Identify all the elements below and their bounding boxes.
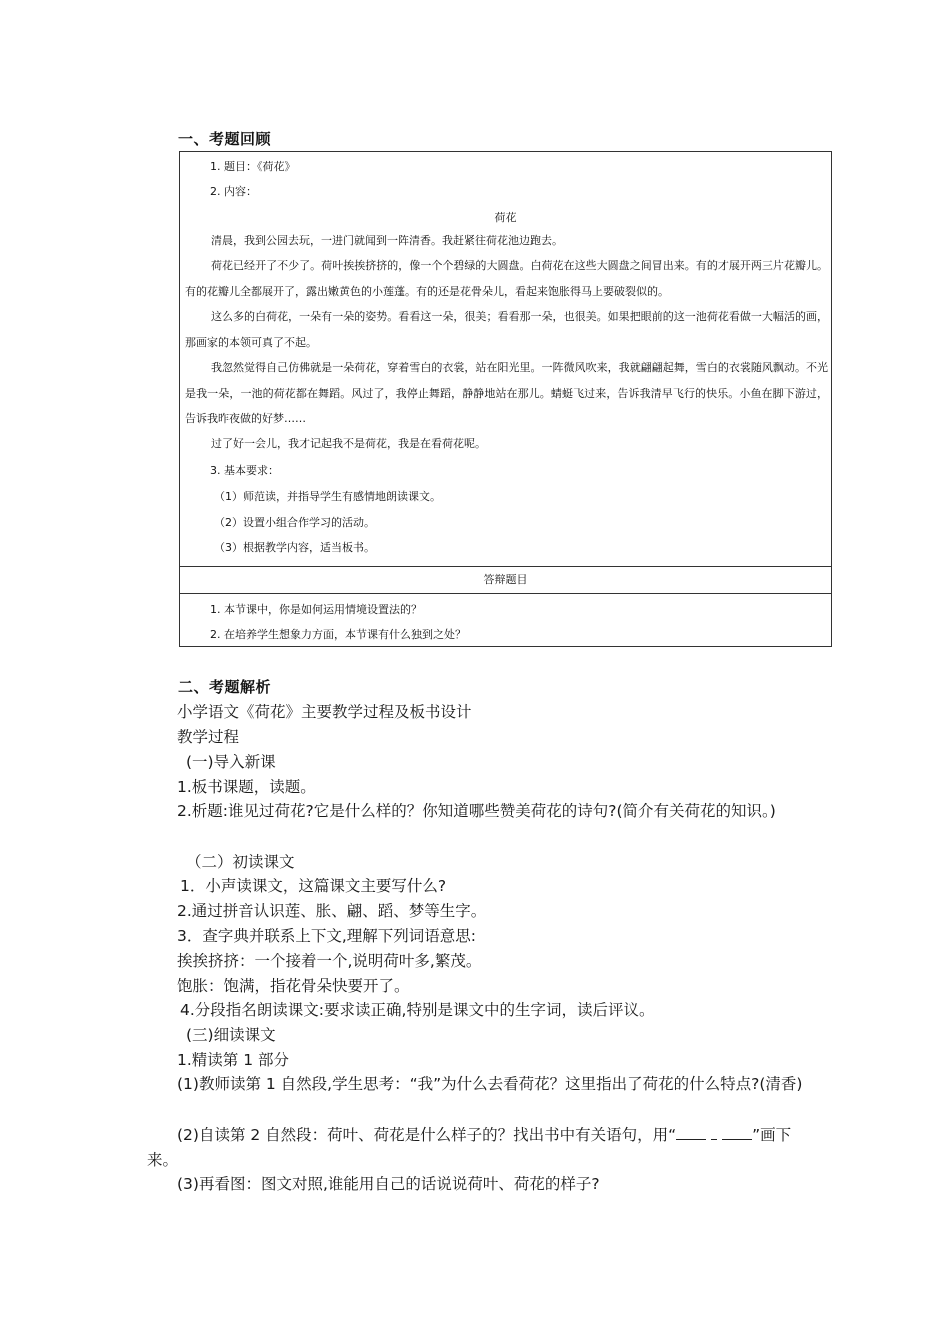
requirements-label: 3. 基本要求： [210, 464, 279, 477]
step-item: 3．查字典并联系上下文,理解下列词语意思: [177, 927, 477, 945]
passage-paragraph-3: 这么多的白荷花，一朵有一朵的姿势。看看这一朵，很美；看看那一朵，也很美。如果把眼前的这一池荷花看做一大幅活的画，那画家的本领可真了不起。 [185, 310, 828, 349]
step-item: 1．小声读课文，这篇课文主要写什么? [180, 877, 447, 895]
requirement-1: （1）师范读，并指导学生有感情地朗读课文。 [214, 490, 441, 503]
passage-paragraph-4: 我忽然觉得自己仿佛就是一朵荷花，穿着雪白的衣裳，站在阳光里。一阵微风吹来，我就翩翩起舞，雪白的衣裳随风飘动。不光是我一朵，一池的荷花都在舞蹈。风过了，我停止舞蹈，静静地站在那儿。蜻蜓飞过来，告诉我清早飞行的快乐。小鱼在脚下游过，告诉我昨夜做的好梦…… [185, 361, 828, 425]
step-item: 2.析题:谁见过荷花?它是什么样的？你知道哪些赞美荷花的诗句?(简介有关荷花的知识。) [177, 802, 776, 820]
vocabulary-item: 饱胀：饱满，指花骨朵快要开了。 [177, 977, 410, 995]
table-divider [180, 593, 831, 594]
step-heading-3: (三)细读课文 [186, 1026, 276, 1044]
section-heading-review: 一、考题回顾 [178, 130, 272, 148]
step-item: 1.板书课题，读题。 [177, 778, 316, 796]
underline-blank [676, 1127, 706, 1140]
step-item: (3)再看图：图文对照,谁能用自己的话说说荷叶、荷花的样子? [177, 1175, 600, 1193]
step-item: 1.精读第 1 部分 [177, 1051, 290, 1069]
content-label: 2. 内容： [210, 185, 257, 198]
step-item-text: ”画下来。 [147, 1126, 792, 1169]
requirement-3: （3）根据教学内容，适当板书。 [214, 541, 375, 554]
underline-blank [711, 1127, 717, 1140]
passage-title: 荷花 [494, 211, 517, 224]
exam-content-area [180, 152, 831, 566]
vocabulary-item: 挨挨挤挤：一个接着一个,说明荷叶多,繁茂。 [177, 952, 482, 970]
step-heading-2: （二）初读课文 [186, 853, 295, 871]
step-heading-1: (一)导入新课 [186, 753, 276, 771]
step-item [147, 1123, 812, 1173]
passage-paragraph-5: 过了好一会儿，我才记起我不是荷花，我是在看荷花呢。 [211, 437, 486, 450]
exam-topic: 1. 题目：《荷花》 [210, 160, 296, 173]
passage-paragraph-2: 荷花已经开了不少了。荷叶挨挨挤挤的，像一个个碧绿的大圆盘。白荷花在这些大圆盘之间冒出来。有的才展开两三片花瓣儿。有的花瓣儿全都展开了，露出嫩黄色的小莲蓬。有的还是花骨朵儿，看起来饱胀得马上要破裂似的。 [185, 259, 828, 298]
step-item: 4.分段指名朗读课文:要求读正确,特别是课文中的生字词，读后评议。 [180, 1001, 655, 1019]
teaching-process-label: 教学过程 [177, 728, 240, 746]
step-item-text: (2)自读第 2 自然段：荷叶、荷花是什么样子的？找出书中有关语句，用“ [177, 1126, 677, 1144]
underline-blank [722, 1127, 752, 1140]
step-item: 2.通过拼音认识莲、胀、翩、蹈、梦等生字。 [177, 902, 487, 920]
defense-question-1: 1. 本节课中，你是如何运用情境设置法的？ [210, 603, 422, 616]
step-item: (1)教师读第 1 自然段,学生思考：“我”为什么去看荷花？这里指出了荷花的什么特点?(清香) [177, 1075, 803, 1093]
passage-paragraph-1: 清晨，我到公园去玩，一进门就闻到一阵清香。我赶紧往荷花池边跑去。 [211, 234, 563, 247]
requirement-2: （2）设置小组合作学习的活动。 [214, 516, 375, 529]
defense-header: 答辩题目 [483, 573, 528, 586]
defense-question-2: 2. 在培养学生想象力方面，本节课有什么独到之处？ [210, 628, 466, 641]
section-heading-analysis: 二、考题解析 [178, 678, 272, 696]
exam-question-box [179, 151, 832, 647]
analysis-title: 小学语文《荷花》主要教学过程及板书设计 [177, 703, 472, 721]
